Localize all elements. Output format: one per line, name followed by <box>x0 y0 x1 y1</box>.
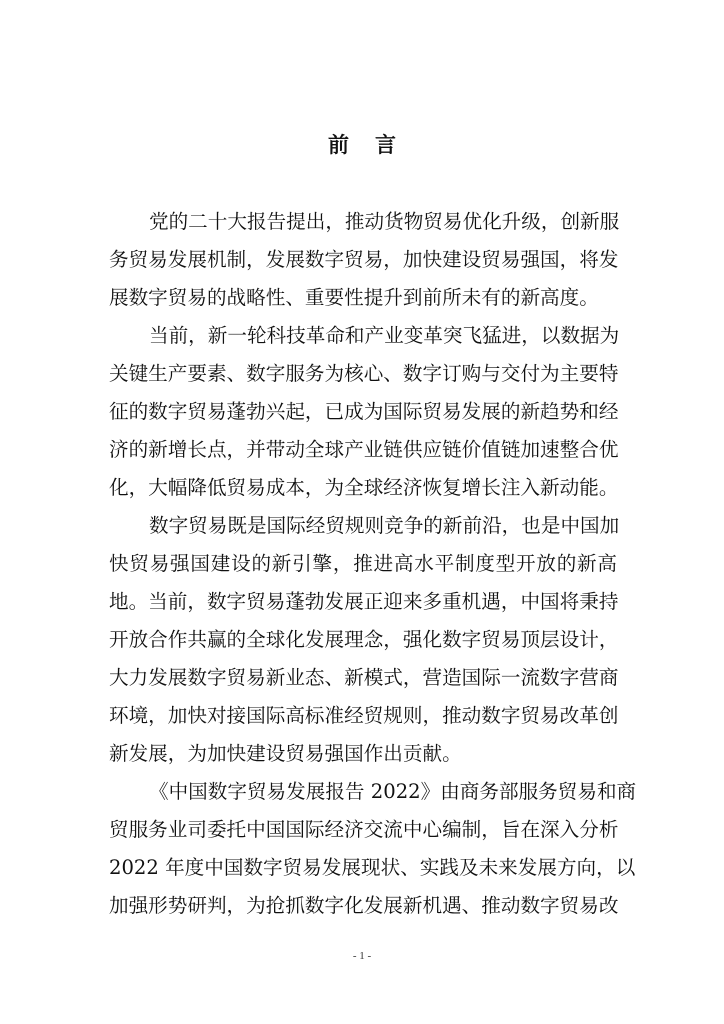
text-line: 济的新增长点，并带动全球产业链供应链价值链加速整合优 <box>109 438 619 461</box>
text-line: 大力发展数字贸易新业态、新模式，营造国际一流数字营商 <box>109 666 619 689</box>
text-line: 务贸易发展机制，发展数字贸易，加快建设贸易强国，将发 <box>109 248 619 271</box>
text-line: 2022 年度中国数字贸易发展现状、实践及未来发展方向，以 <box>109 856 636 879</box>
page-title: 前言 <box>328 133 422 157</box>
text-line: 贸服务业司委托中国国际经济交流中心编制，旨在深入分析 <box>109 818 619 841</box>
text-line: 地。当前，数字贸易蓬勃发展正迎来多重机遇，中国将秉持 <box>109 590 619 613</box>
text-line: 快贸易强国建设的新引擎，推进高水平制度型开放的新高 <box>109 552 617 575</box>
text-line: 党的二十大报告提出，推动货物贸易优化升级，创新服 <box>149 210 620 233</box>
text-line: 关键生产要素、数字服务为核心、数字订购与交付为主要特 <box>109 362 619 385</box>
text-line: 征的数字贸易蓬勃兴起，已成为国际贸易发展的新趋势和经 <box>109 400 619 423</box>
text-line: 开放合作共赢的全球化发展理念，强化数字贸易顶层设计， <box>109 628 619 651</box>
body-text <box>109 203 637 925</box>
text-line: 展数字贸易的战略性、重要性提升到前所未有的新高度。 <box>109 286 599 309</box>
text-line: 当前，新一轮科技革命和产业变革突飞猛进，以数据为 <box>149 324 620 347</box>
text-line: 数字贸易既是国际经贸规则竞争的新前沿，也是中国加 <box>149 514 620 537</box>
text-line: 环境，加快对接国际高标准经贸规则，推动数字贸易改革创 <box>109 704 619 727</box>
text-line: 化，大幅降低贸易成本，为全球经济恢复增长注入新动能。 <box>109 476 619 499</box>
page-number: - 1 - <box>352 950 372 962</box>
text-line: 加强形势研判，为抢抓数字化发展新机遇、推动数字贸易改 <box>109 894 619 917</box>
text-line: 《中国数字贸易发展报告 2022》由商务部服务贸易和商 <box>149 780 637 803</box>
text-line: 新发展，为加快建设贸易强国作出贡献。 <box>109 742 462 765</box>
